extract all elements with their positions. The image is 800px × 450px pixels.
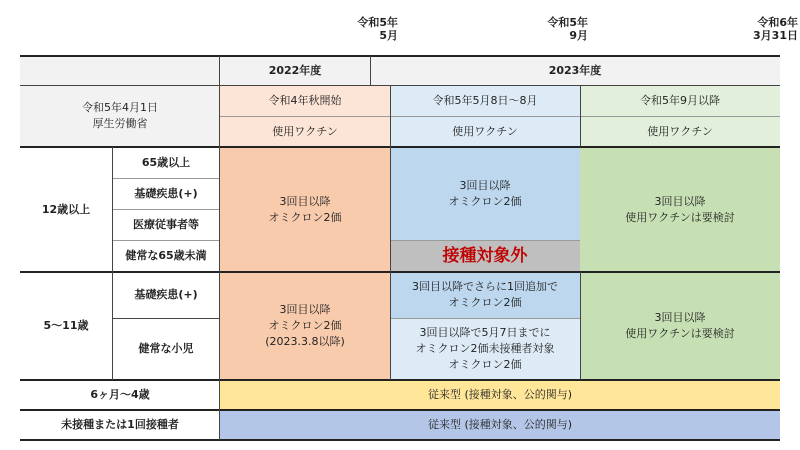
line-below-infant [20,409,780,411]
vline-period2-body [580,272,581,380]
subgroup-healthy-under65 [112,240,220,272]
fy2022-text: 2022年度 [268,63,322,77]
child-period1-cell [220,272,390,380]
source-cell [20,85,220,147]
subgroup-65plus-text: 65歳以上 [141,155,191,169]
timeline-label-sep-2023 [520,16,588,42]
subgroup-medical [112,209,220,240]
timeline-text-may: 令和5年 5月 [357,16,398,42]
age12-period1-cell [220,147,390,272]
vaccine1-text: 使用ワクチン [272,124,338,138]
vaccine2-header [390,116,580,147]
child-period2a-text: 3回目以降でさらに1回追加で オミクロン2価 [412,280,558,309]
age12-period3-text: 3回目以降 使用ワクチンは要検討 [625,194,735,224]
line-child-p2 [390,318,580,319]
subgroup-chronic-child [112,272,220,318]
group-age5-11-text: 5～11歳 [43,319,89,332]
vaccine3-header [580,116,780,147]
child-period3-text: 3回目以降 使用ワクチンは要検討 [625,311,735,340]
child-period2b-text: 3回目以降で5月7日までに オミクロン2価未接種者対象 オミクロン2価 [415,326,555,371]
subgroup-healthy-child-text: 健常な小児 [138,342,194,355]
timeline-label-may-2023 [330,16,398,42]
group-infant [20,380,220,410]
child-period2a-cell [390,272,580,318]
timeline-text-mar: 令和6年 3月31日 [753,16,798,42]
age12-period2-cell [390,147,580,240]
child-period3-cell [580,272,780,380]
line-child-sub [112,318,220,319]
line-below-fy [20,85,780,86]
not-eligible-text: 接種対象外 [442,246,528,266]
source-text: 令和5年4月1日 厚生労働省 [82,101,158,130]
group-age5-11 [20,272,112,380]
line-sub2 [112,209,220,210]
period2-header [390,85,580,116]
age12-period1-text: 3回目以降 オミクロン2価 [268,194,342,224]
line-period-vaccine [220,116,780,117]
period3-text: 令和5年9月以降 [640,93,720,107]
subgroup-65plus [112,147,220,178]
vaccine2-text: 使用ワクチン [452,124,518,138]
group-age12-text: 12歳以上 [41,202,91,216]
border-top [20,55,780,57]
timeline-label-mar-2024 [716,16,798,42]
subgroup-chronic-text: 基礎疾患(+) [134,186,198,200]
group-age12 [20,147,112,272]
unvaccinated-vaccine-text: 従来型 (接種対象、公的関与) [427,418,573,431]
subgroup-chronic [112,178,220,209]
vline-fy-split [370,56,371,85]
timeline-text-sep: 令和5年 9月 [547,16,588,42]
age12-period3-cell [580,147,780,272]
period1-header [220,85,390,116]
vline-period2 [580,85,581,147]
infant-vaccine-text: 従来型 (接種対象、公的関与) [427,388,573,401]
fy2023-text: 2023年度 [548,63,602,77]
period2-text: 令和5年5月8日～8月 [432,93,538,107]
group-unvaccinated-text: 未接種または1回接種者 [61,418,179,431]
vaccine1-header [220,116,390,147]
group-unvaccinated [20,410,220,440]
group-infant-text: 6ヶ月～4歳 [90,388,150,401]
vline-period1 [390,85,391,380]
period3-header [580,85,780,116]
line-sub1 [112,178,220,179]
line-excl-top [390,240,580,241]
subgroup-chronic-child-text: 基礎疾患(+) [134,288,198,301]
line-below-header [20,146,780,148]
subgroup-healthy-under65-text: 健常な65歳未満 [125,249,207,262]
child-period2b-cell [390,318,580,380]
fy2022-header [220,56,370,85]
line-below-child [20,379,780,381]
vline-group [112,147,113,380]
age12-period2-text: 3回目以降 オミクロン2価 [448,178,522,208]
vline-first-col [219,56,220,440]
not-eligible-cell [390,240,580,272]
unvaccinated-vaccine-cell [220,410,780,440]
child-period1-text: 3回目以降 オミクロン2価 (2023.3.8以降) [265,303,345,348]
infant-vaccine-cell [220,380,780,410]
subgroup-medical-text: 医療従事者等 [133,217,199,231]
header-corner [20,56,220,85]
subgroup-healthy-child [112,318,220,380]
period1-text: 令和4年秋開始 [268,93,342,107]
fy2023-header [370,56,780,85]
line-sub3 [112,240,220,241]
line-below-age12 [20,271,780,273]
vaccine3-text: 使用ワクチン [647,124,713,138]
border-bottom [20,439,780,441]
